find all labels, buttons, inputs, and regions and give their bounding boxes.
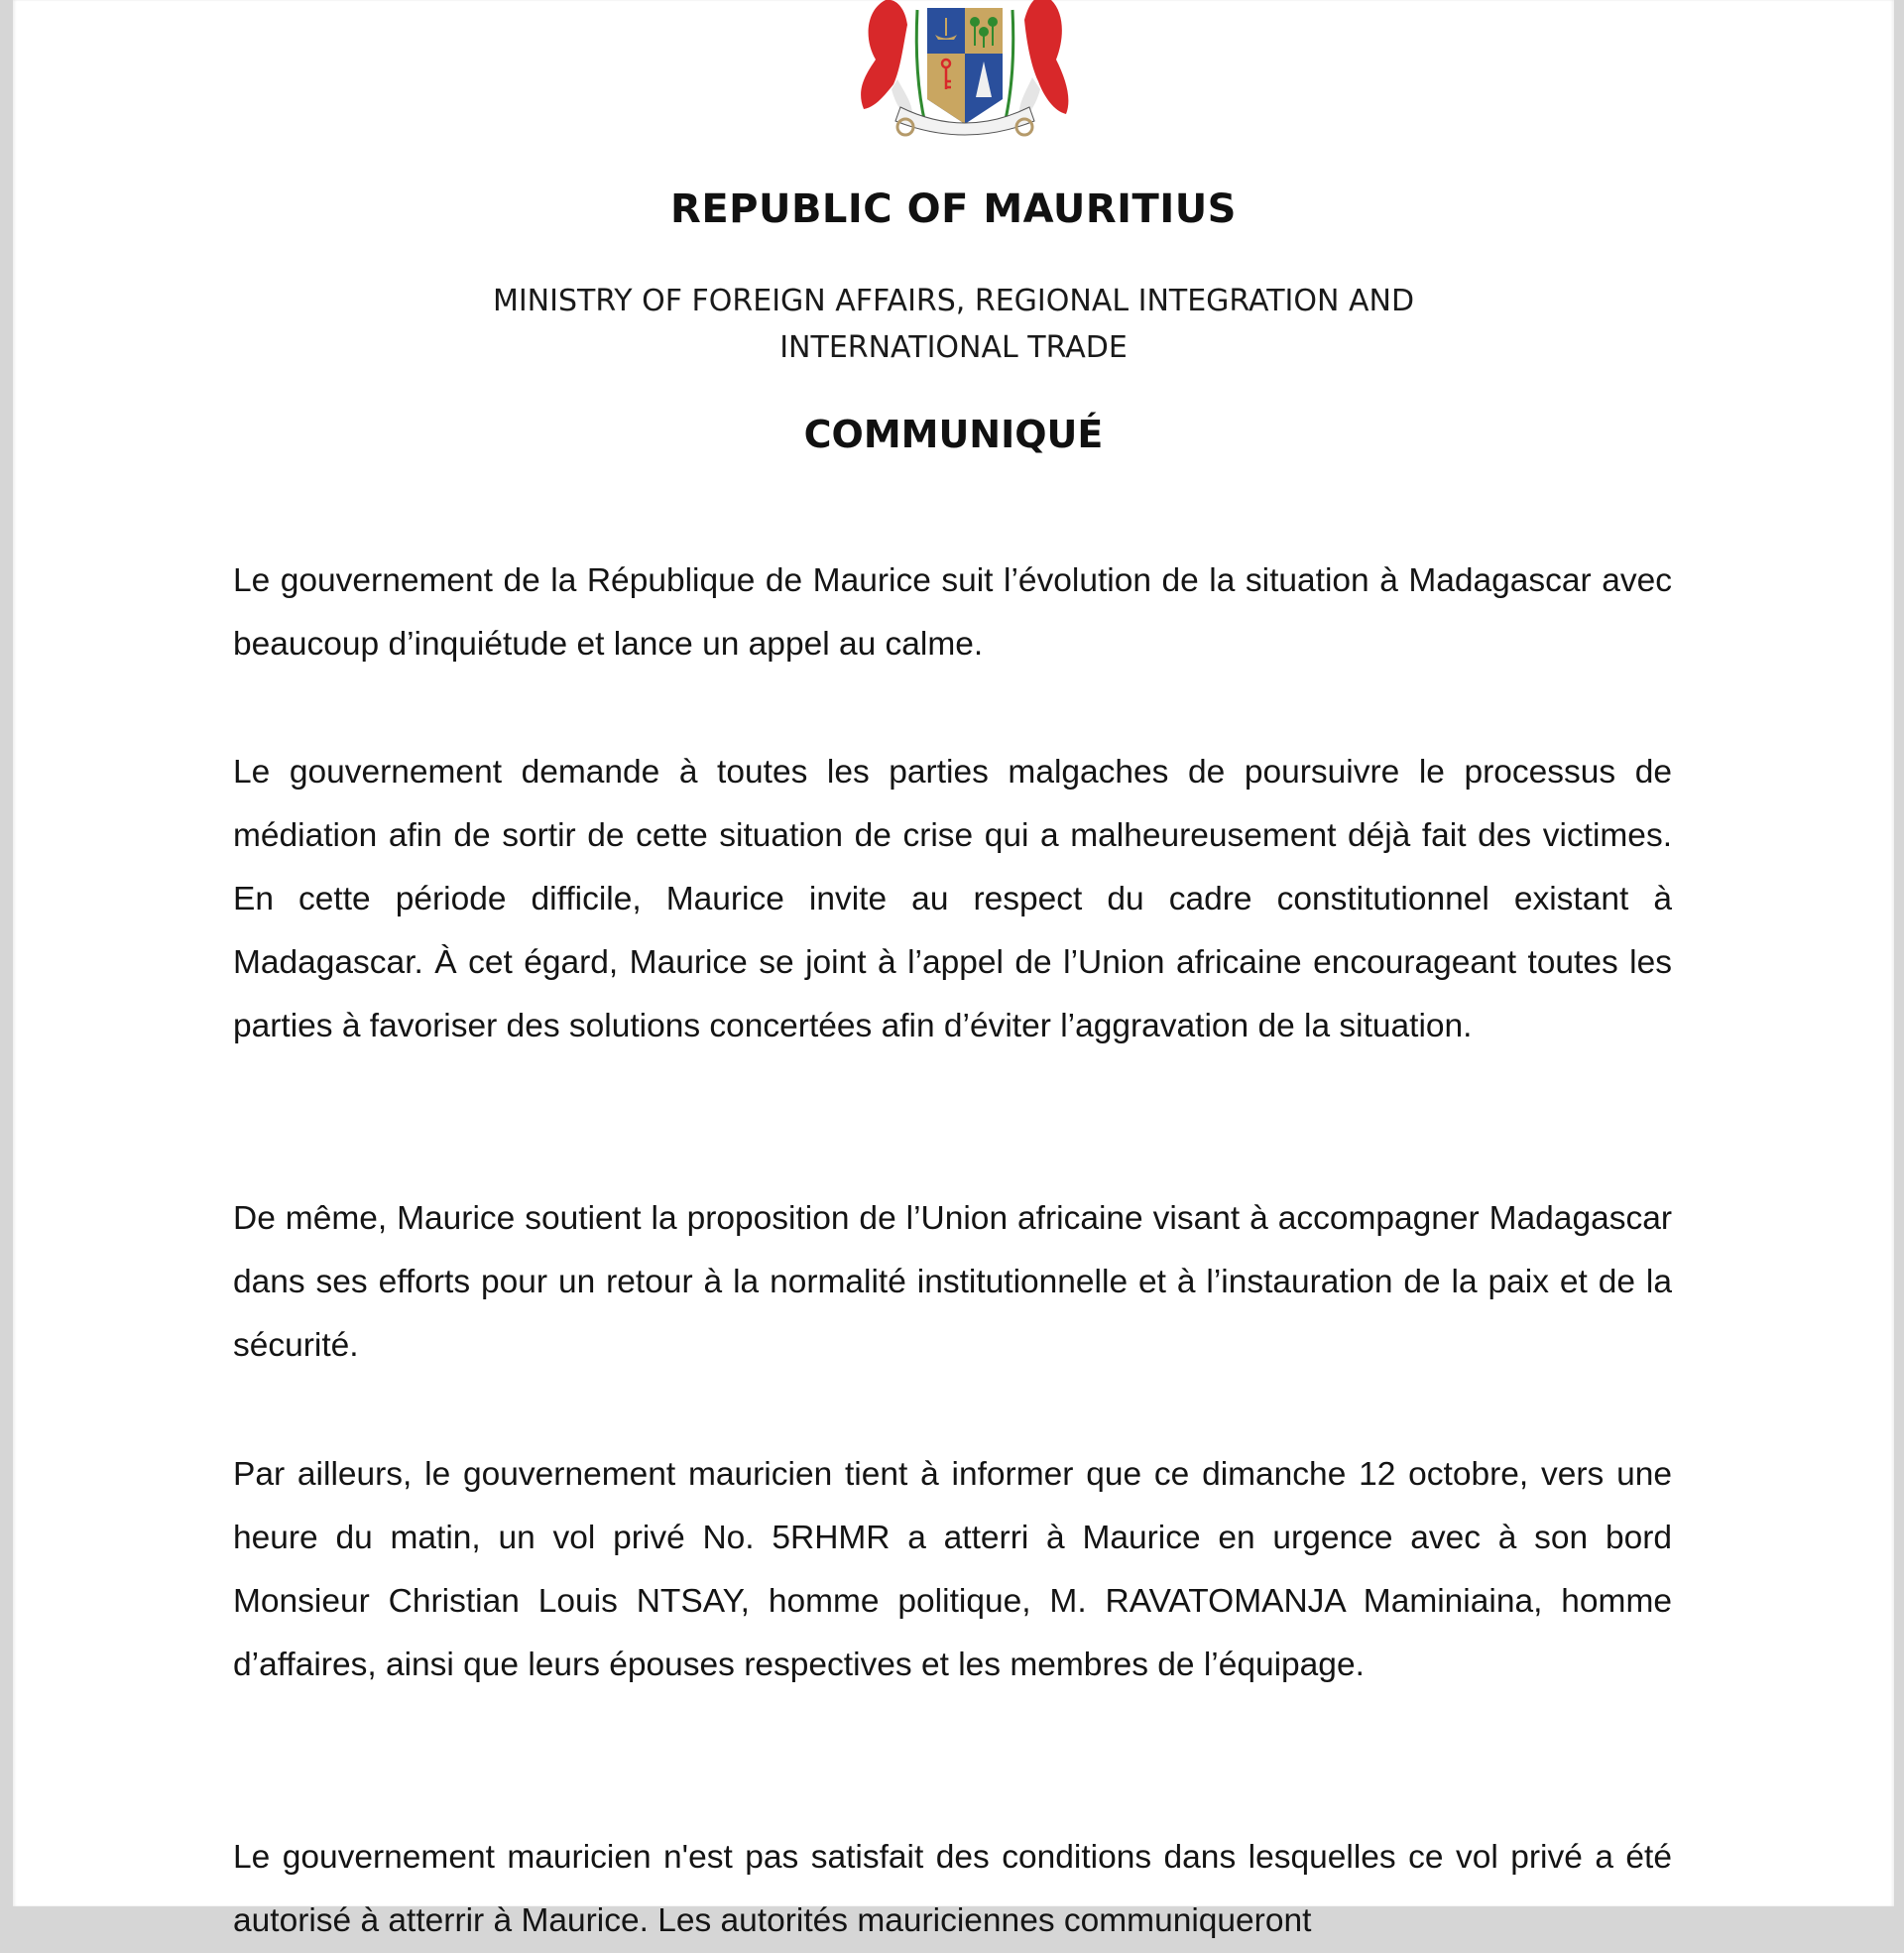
coat-of-arms-icon	[846, 0, 1084, 144]
body-paragraph-2: Le gouvernement demande à toutes les parties malgaches de poursuivre le processus de médiation afin de sortir de cette situation de crise qui a malheureusement déjà fait des victimes. En cette période difficile, Maurice invite au respect du cadre constitutionnel existant à Madagascar. À cet égard, Maurice se joint à l’appel de l’Union africaine encourageant toutes les parties à favoriser des solutions concertées afin d’éviter l’aggravation de la situation.	[233, 753, 1672, 1045]
body-paragraph-1: Le gouvernement de la République de Maurice suit l’évolution de la situation à Madagascar avec beaucoup d’inquiétude et lance un appel au calme.	[233, 561, 1672, 663]
ministry-name-line-2: INTERNATIONAL TRADE	[779, 330, 1128, 365]
ministry-name-line-1: MINISTRY OF FOREIGN AFFAIRS, REGIONAL INTEGRATION AND	[492, 284, 1415, 318]
body-paragraph-3: De même, Maurice soutient la proposition de l’Union africaine visant à accompagner Madagascar dans ses efforts pour un retour à la normalité institutionnelle et à l’instauration de la paix et de la sécurité.	[233, 1199, 1672, 1364]
document-type-heading: COMMUNIQUÉ	[803, 413, 1104, 456]
body-paragraph-5: Le gouvernement mauricien n'est pas satisfait des conditions dans lesquelles ce vol privé a été autorisé à atterrir à Maurice. Les autorités mauriciennes communiqueront	[233, 1838, 1672, 1939]
body-paragraph-4: Par ailleurs, le gouvernement mauricien tient à informer que ce dimanche 12 octobre, vers une heure du matin, un vol privé No. 5RHMR a atterri à Maurice en urgence avec à son bord Monsieur Christian Louis NTSAY, homme politique, M. RAVATOMANJA Maminiaina, homme d’affaires, ainsi que leurs épouses respectives et les membres de l’équipage.	[233, 1455, 1672, 1684]
document-page	[13, 0, 1894, 1939]
country-title: REPUBLIC OF MAURITIUS	[670, 186, 1237, 232]
ministry-name	[13, 278, 1894, 371]
